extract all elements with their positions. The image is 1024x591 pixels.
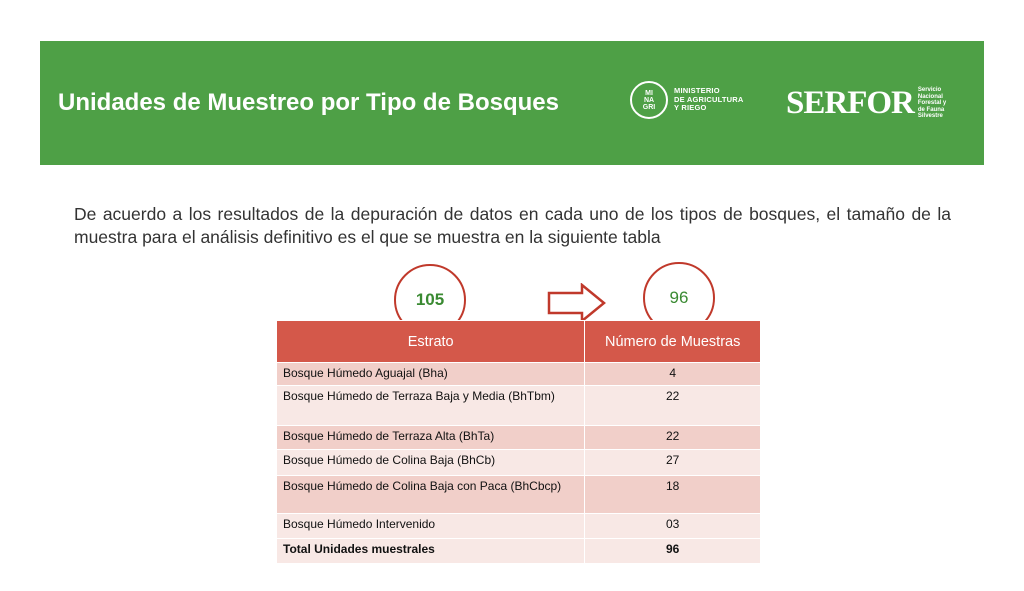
header-banner [40, 41, 984, 165]
cell-muestras: 4 [585, 363, 761, 386]
serfor-wordmark: SERFOR [786, 85, 914, 121]
serfor-subtitle-line: Silvestre [917, 113, 943, 120]
arrow-right-icon [546, 283, 608, 323]
samples-table [276, 320, 761, 564]
cell-estrato: Bosque Húmedo de Colina Baja con Paca (BhCbcp) [277, 476, 585, 514]
badge-after: 96 [643, 262, 715, 334]
minagri-name-line: MINISTERIO [674, 86, 720, 96]
cell-estrato: Bosque Húmedo Aguajal (Bha) [277, 363, 585, 386]
cell-estrato: Bosque Húmedo Intervenido [277, 514, 585, 539]
table-row [277, 386, 761, 426]
minagri-name-line: DE AGRICULTURA [674, 94, 744, 104]
badge-before: 105 [394, 264, 466, 336]
cell-total-value: 96 [585, 539, 761, 564]
minagri-badge-line: NA [643, 96, 655, 104]
page-title: Unidades de Muestreo por Tipo de Bosques [58, 89, 559, 116]
cell-total-label: Total Unidades muestrales [277, 539, 585, 564]
cell-muestras: 18 [585, 476, 761, 514]
table-row [277, 514, 761, 539]
serfor-subtitle-line: de Fauna [917, 106, 945, 113]
intro-paragraph: De acuerdo a los resultados de la depuración de datos en cada uno de los tipos de bosques, el tamaño de la muestra para el análisis definitivo es el que se muestra en la siguiente tabla [74, 204, 951, 247]
table-row [277, 426, 761, 450]
table-row [277, 476, 761, 514]
table-total-row [277, 539, 761, 564]
minagri-badge-line: MI [645, 89, 653, 97]
serfor-subtitle-line: Forestal y [917, 100, 947, 107]
minagri-logo [630, 79, 743, 121]
column-header-estrato: Estrato [277, 321, 585, 363]
serfor-logo [786, 85, 946, 122]
minagri-emblem [630, 81, 668, 119]
cell-muestras: 27 [585, 450, 761, 476]
serfor-subtitle-line: Nacional [917, 93, 943, 100]
cell-muestras: 22 [585, 386, 761, 426]
cell-muestras: 03 [585, 514, 761, 539]
serfor-subtitle-line: Servicio [917, 87, 942, 94]
cell-estrato: Bosque Húmedo de Terraza Alta (BhTa) [277, 426, 585, 450]
cell-estrato: Bosque Húmedo de Terraza Baja y Media (BhTbm) [277, 386, 585, 426]
table-row [277, 363, 761, 386]
serfor-subtitle [918, 87, 946, 120]
minagri-badge-line: GRI [642, 103, 656, 111]
minagri-name [674, 87, 743, 113]
cell-muestras: 22 [585, 426, 761, 450]
minagri-name-line: Y RIEGO [674, 103, 707, 113]
table-row [277, 450, 761, 476]
column-header-muestras: Número de Muestras [585, 321, 761, 363]
table-header-row [277, 321, 761, 363]
cell-estrato: Bosque Húmedo de Colina Baja (BhCb) [277, 450, 585, 476]
